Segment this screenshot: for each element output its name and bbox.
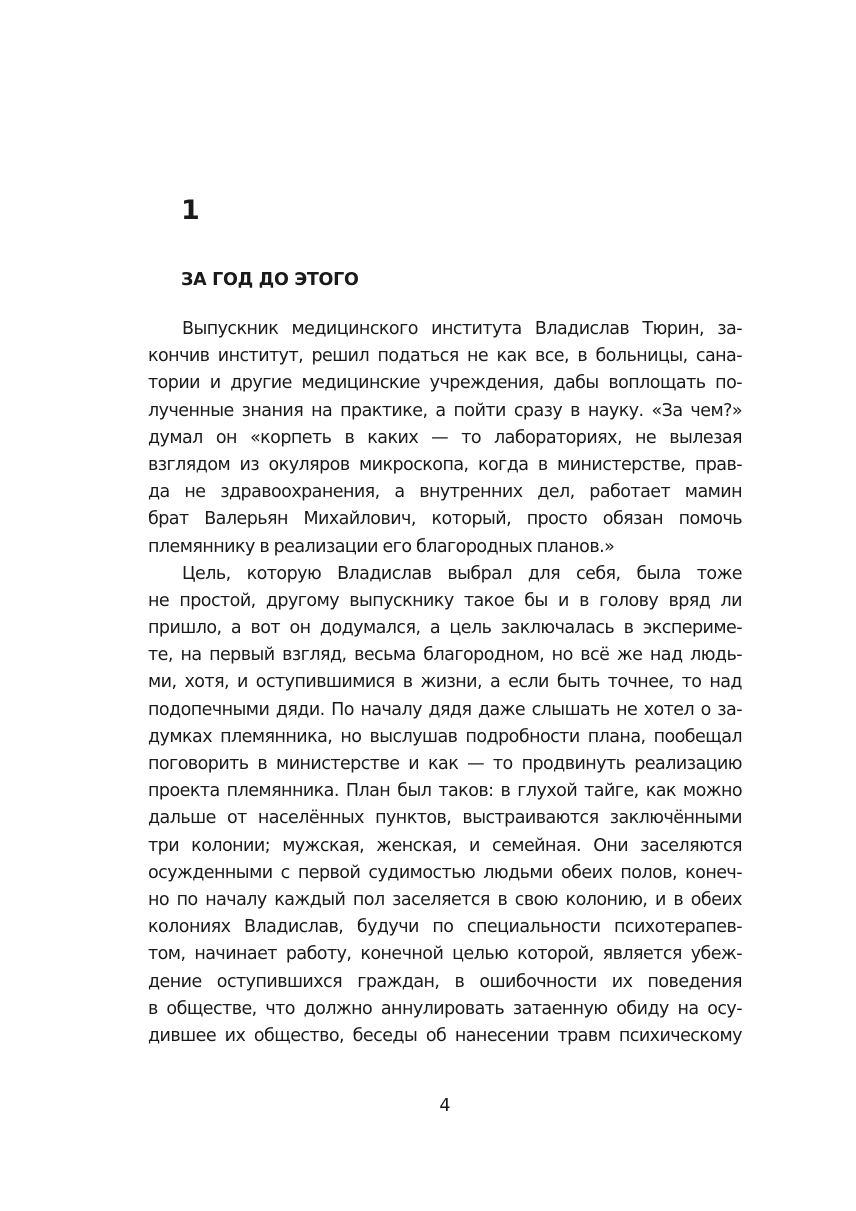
- text-line: колониях Владислав, будучи по специальности психотерапев-: [148, 917, 742, 938]
- text-line: Цель, которую Владислав выбрал для себя, была тоже: [182, 563, 742, 584]
- text-line: те, на первый взгляд, весьма благородном, но всё же над людь-: [148, 645, 742, 666]
- text-line: да не здравоохранения, а внутренних дел, работает мамин: [148, 482, 742, 503]
- text-line: осужденными с первой судимостью людьми обеих полов, конеч-: [148, 862, 742, 883]
- text-line: подопечными дяди. По началу дядя даже слышать не хотел о за-: [148, 699, 742, 720]
- text-line: думал он «корпеть в каких — то лабораториях, не вылезая: [148, 427, 742, 448]
- text-line: брат Валерьян Михайлович, который, просто обязан помочь: [148, 509, 742, 530]
- text-line: три колонии; мужская, женская, и семейная. Они заселяются: [148, 835, 742, 856]
- text-line: поговорить в министерстве и как — то продвинуть реализацию: [148, 754, 742, 774]
- text-line: том, начинает работу, конечной целью которой, является убеж-: [148, 944, 742, 965]
- text-line: не простой, другому выпускнику такое бы и в голову вряд ли: [148, 590, 742, 611]
- text-line: дальше от населённых пунктов, выстраиваются заключёнными: [148, 808, 742, 829]
- text-line: проекта племянника. План был таков: в глухой тайге, как можно: [148, 781, 742, 802]
- text-line: взглядом из окуляров микроскопа, когда в министерстве, прав-: [148, 454, 742, 475]
- text-line: лученные знания на практике, а пойти сразу в науку. «За чем?»: [148, 400, 742, 421]
- text-line: племяннику в реализации его благородных планов.»: [148, 536, 615, 557]
- text-line: тории и другие медицинские учреждения, дабы воплощать по-: [148, 373, 742, 394]
- chapter-title: ЗА ГОД ДО ЭТОГО: [181, 270, 359, 290]
- paragraph: [148, 561, 742, 1050]
- text-line: думках племянника, но выслушав подробности плана, пообещал: [148, 726, 742, 747]
- text-line: пришло, а вот он додумался, а цель заключалась в экспериме-: [148, 618, 742, 639]
- paragraph: [148, 316, 742, 561]
- body-text: [148, 316, 742, 1050]
- chapter-number: 1: [181, 195, 200, 226]
- text-line: дившее их общество, беседы об нанесении травм психическому: [148, 1025, 742, 1046]
- text-line: в обществе, что должно аннулировать затаенную обиду на осу-: [148, 998, 742, 1019]
- page-number: 4: [439, 1096, 451, 1116]
- text-line: дение оступившихся граждан, в ошибочности их поведения: [148, 971, 742, 992]
- text-line: Выпускник медицинского института Владислав Тюрин, за-: [182, 319, 742, 339]
- text-line: кончив институт, решил податься не как все, в больницы, сана-: [148, 346, 742, 367]
- text-line: но по началу каждый пол заселяется в свою колонию, и в обеих: [148, 889, 742, 910]
- text-line: ми, хотя, и оступившимися в жизни, а если быть точнее, то над: [148, 672, 742, 693]
